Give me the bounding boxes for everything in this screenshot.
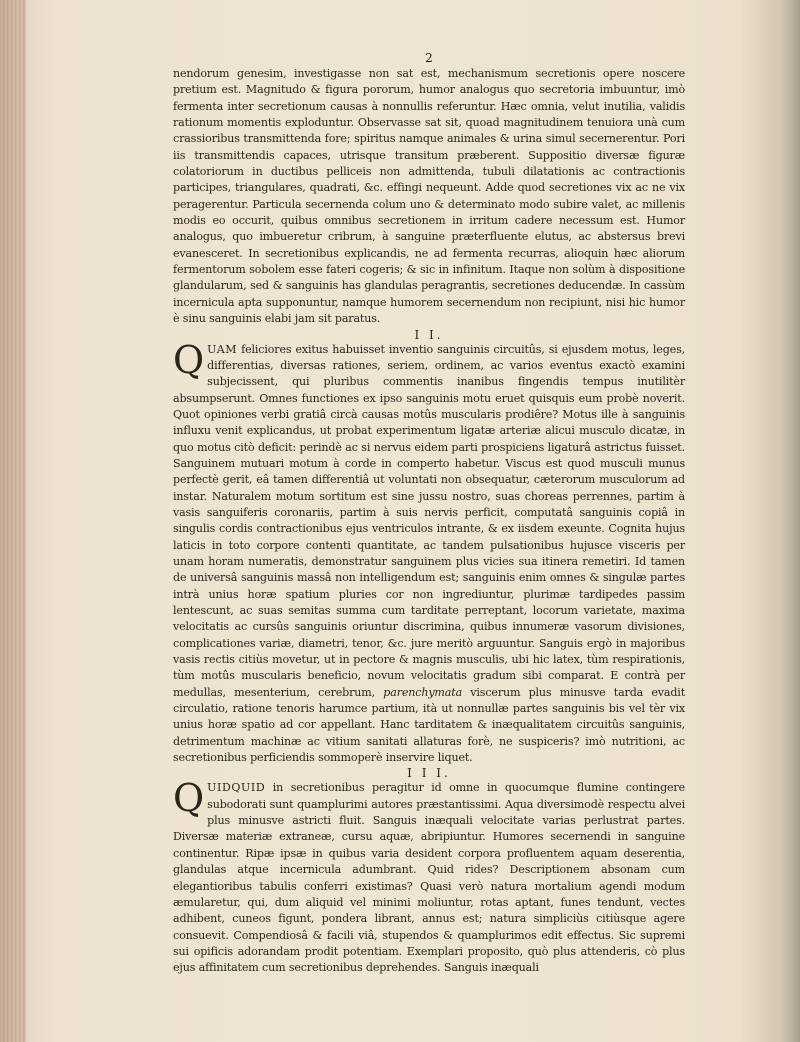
- book-edge-right: [778, 0, 800, 1042]
- section-heading-2: I I.: [414, 327, 444, 342]
- page-text-block: [173, 52, 685, 977]
- section-3-paragraph: [173, 776, 685, 976]
- section-2-paragraph: [173, 337, 686, 767]
- book-edge-left: [0, 0, 26, 1042]
- drop-cap-2: Q: [173, 337, 205, 382]
- section-2-opening: UAM: [207, 342, 238, 356]
- section-2-text-a: feliciores exitus habuisset inventio sanguinis circuitûs, si ejusdem motus, leges, differentias, diversas rationes, seriem, ordinem, ac varios eventus exactò examini subjecissent, qui pluribus commentis inanibus fingendis tempus inutilitèr absumpserunt. Omnes functiones ex ipso sanguinis motu eruet quisquis eum probè noverit. Quot opiniones verbi gratiâ circà causas motûs muscularis prodiêre? Motus ille à sanguinis influxu venit explicandus, ut probat experimentum ligatæ arteriæ alicui musculo dicatæ, in quo motus citò deficit: perindè ac si nervus eidem parti prospiciens ligaturâ astrictus fuisset. Sanguinem mutuari motum à corde in comperto habetur. Viscus est quod musculi munus perfectè gerit, eâ tamen differentiâ ut voluntati non obsequatur, cæterorum musculorum ad instar. Naturalem motum sortitum est sine jussu nostro, suas choreas perrennes, partim à vasis sanguiferis coronariis, partim à suis nervis perficit, computatâ sanguinis copiâ in singulis cordis contractionibus ejus ventriculos intrante, & ex iisdem exeunte. Cognita hujus laticis in toto corpore contenti quantitate, ac tandem pulsationibus hujusce visceris per unam horam numeratis, demonstratur sanguinem plus vicies sua itinera remetiri. Id tamen de universâ sanguinis massâ non intelligendum est; sanguinis enim omnes & singulæ partes intrà unius horæ spatium pluries cor non ingrediuntur, plurimæ tardipedes passim lentescunt, ac suas semitas summa cum tarditate perreptant, locorum varietate, maxima velocitatis ac cursûs sanguinis oriuntur discrimina, quibus innumeræ vasorum divisiones, complicationes variæ, diametri, tenor, &c. jure meritò arguuntur. Sanguis ergò in majoribus vasis rectis citiùs movetur, ut in pectore & magnis musculis, ubi hic latex, tùm respirationis, tùm motûs muscularis beneficio, novum velocitatis gradum sibi comparat. E contrà per medullas, mesenterium, cerebrum,: [173, 342, 685, 699]
- section-3-text: in secretionibus peragitur id omne in quocumque flumine contingere subodorati sunt quamplurimi autores præstantissimi. Aqua diversimodè respectu alvei plus minusve astricti fluit. Sanguis inæquali velocitate varias perlustrat partes. Diversæ materiæ extraneæ, cursu aquæ, abripiuntur. Humores secernendi in sanguine continentur. Ripæ ipsæ in quibus varia desident corpora profluentem aquam deserentia, glandulas atque incernicula adumbrant. Quid rides? Descriptionem absonam cum elegantioribus tabulis conferri existimas? Quasi verò natura mortalium agendi modum æmularetur, qui, dum aliquid vel minimi moliuntur, rotas aptant, funes tendunt, vectes adhibent, cuneos figunt, pondera librant, annus est; natura simpliciùs citiùsque agere consuevit. Compendiosâ & facili viâ, stupendos & quamplurimos edit effectus. Sic supremi sui opificis adorandam prodit potentiam. Exemplari proposito, quò plus attenderis, cò plus ejus affinitatem cum secretionibus deprehendes. Sanguis inæquali: [173, 781, 685, 975]
- section-2-text-b: viscerum plus minusve tarda evadit circulatio, ratione tenoris harumce partium, ità ut nonnullæ partes sanguinis bis vel tèr vix unius horæ spatio ad cor appellant. Hanc tarditatem & inæqualitatem circuitûs sanguinis, detrimentum machinæ ac vitium sanitati allaturas forè, ne suspiceris? imò nutritioni, ac secretionibus perficiendis sommoperè inservire liquet.: [173, 685, 686, 765]
- page-number: 2: [425, 51, 433, 65]
- drop-cap-3: Q: [173, 776, 205, 821]
- section-2-italic-term: parenchymata: [383, 685, 463, 699]
- section-heading-3: I I I.: [407, 766, 451, 781]
- section-3-opening: UIDQUID: [207, 781, 266, 795]
- intro-paragraph: nendorum genesim, investigasse non sat est, mechanismum secretionis opere noscere pretium est. Magnitudo & figura pororum, humor analogus quo secretoria imbuuntur, imò fermenta inter secretionum causas à nonnullis referuntur. Hæc omnia, velut inutilia, validis rationum momentis exploduntur. Observasse sat sit, quoad magnitudinem tenuiora unà cum crassioribus transmittenda fore; spiritus namque animales & urina simul secernerentur. Pori iis transmittendis capaces, utrisque transitum præberent. Suppositio diversæ figuræ colatoriorum in ductibus pelliceis non admittenda, tubuli dilatationis ac contractionis participes, triangulares, quadrati, &c. effingi nequeunt. Adde quod secretiones vix ac ne vix peragerentur. Particula secernenda colum uno & determinato modo subire valet, ac millenis modis eo occurit, quibus omnibus secretionem in irritum cadere necessum est. Humor analogus, quo imbueretur cribrum, à sanguine præterfluente elutus, ac abstersus brevi evanesceret. In secretionibus explicandis, ne ad fermenta recurras, alioquin hæc aliorum fermentorum sobolem esse fateri cogeris; & sic in infinitum. Itaque non solùm à dispositione glandularum, sed & sanguinis has glandulas peragrantis, secretiones deducendæ. In cassùm incernicula apta supponuntur, namque humorem secernendum non recipiunt, nisi hic humor è sinu sanguinis elabi jam sit paratus.: [173, 67, 685, 326]
